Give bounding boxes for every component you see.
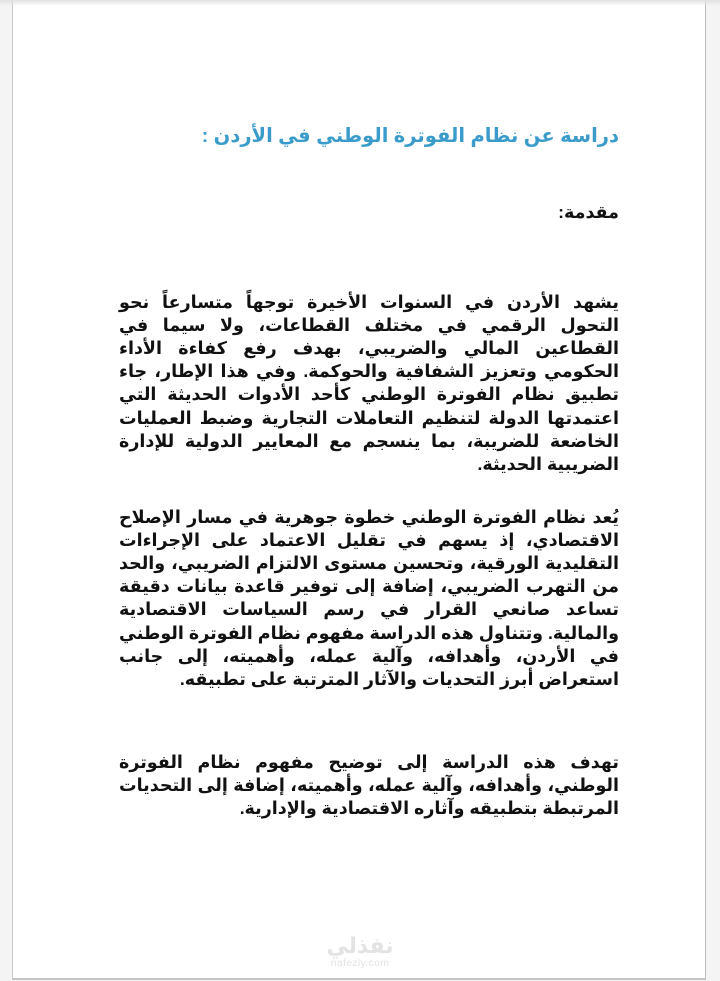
paragraph-2: يُعد نظام الفوترة الوطني خطوة جوهرية في مسار الإصلاح الاقتصادي، إذ يسهم في تقليل الاعتماد على الإجراءات التقليدية الورقية، وتحسين مستوى الالتزام الضريبي، والحد من التهرب الضريبي، إضافة إلى توفير قاعدة بيانات دقيقة تساعد صانعي القرار في رسم السياسات الاقتصادية والمالية. وتتناول هذه الدراسة مفهوم نظام الفوترة الوطني في الأردن، وأهدافه، وآلية عمله، وأهميته، إلى جانب استعراض أبرز التحديات والآثار المترتبة على تطبيقه.	[119, 506, 619, 689]
watermark-arabic-text: نفذلي	[326, 933, 394, 958]
watermark-logo	[310, 935, 410, 969]
document-title: دراسة عن نظام الفوترة الوطني في الأردن :	[201, 125, 619, 147]
viewer-top-shadow	[0, 0, 720, 6]
paragraph-3: تهدف هذه الدراسة إلى توضيح مفهوم نظام الفوترة الوطني، وأهدافه، وآلية عمله، وأهميته، إضافة إلى التحديات المرتبطة بتطبيقه وآثاره الاقتصادية والإدارية.	[119, 751, 619, 818]
watermark-url: nafezly.com	[330, 957, 390, 969]
paragraph-1: يشهد الأردن في السنوات الأخيرة توجهاً متسارعاً نحو التحول الرقمي في مختلف القطاعات، ولا سيما في القطاعين المالي والضريبي، بهدف رفع كفاءة الأداء الحكومي وتعزيز الشفافية والحوكمة. وفي هذا الإطار، جاء تطبيق نظام الفوترة الوطني كأحد الأدوات الحديثة التي اعتمدتها الدولة لتنظيم التعاملات التجارية وضبط العمليات الخاضعة للضريبة، بما ينسجم مع المعايير الدولية للإدارة الضريبية الحديثة.	[119, 291, 619, 474]
document-page	[12, 0, 706, 980]
section-heading-introduction: مقدمة:	[558, 202, 619, 222]
